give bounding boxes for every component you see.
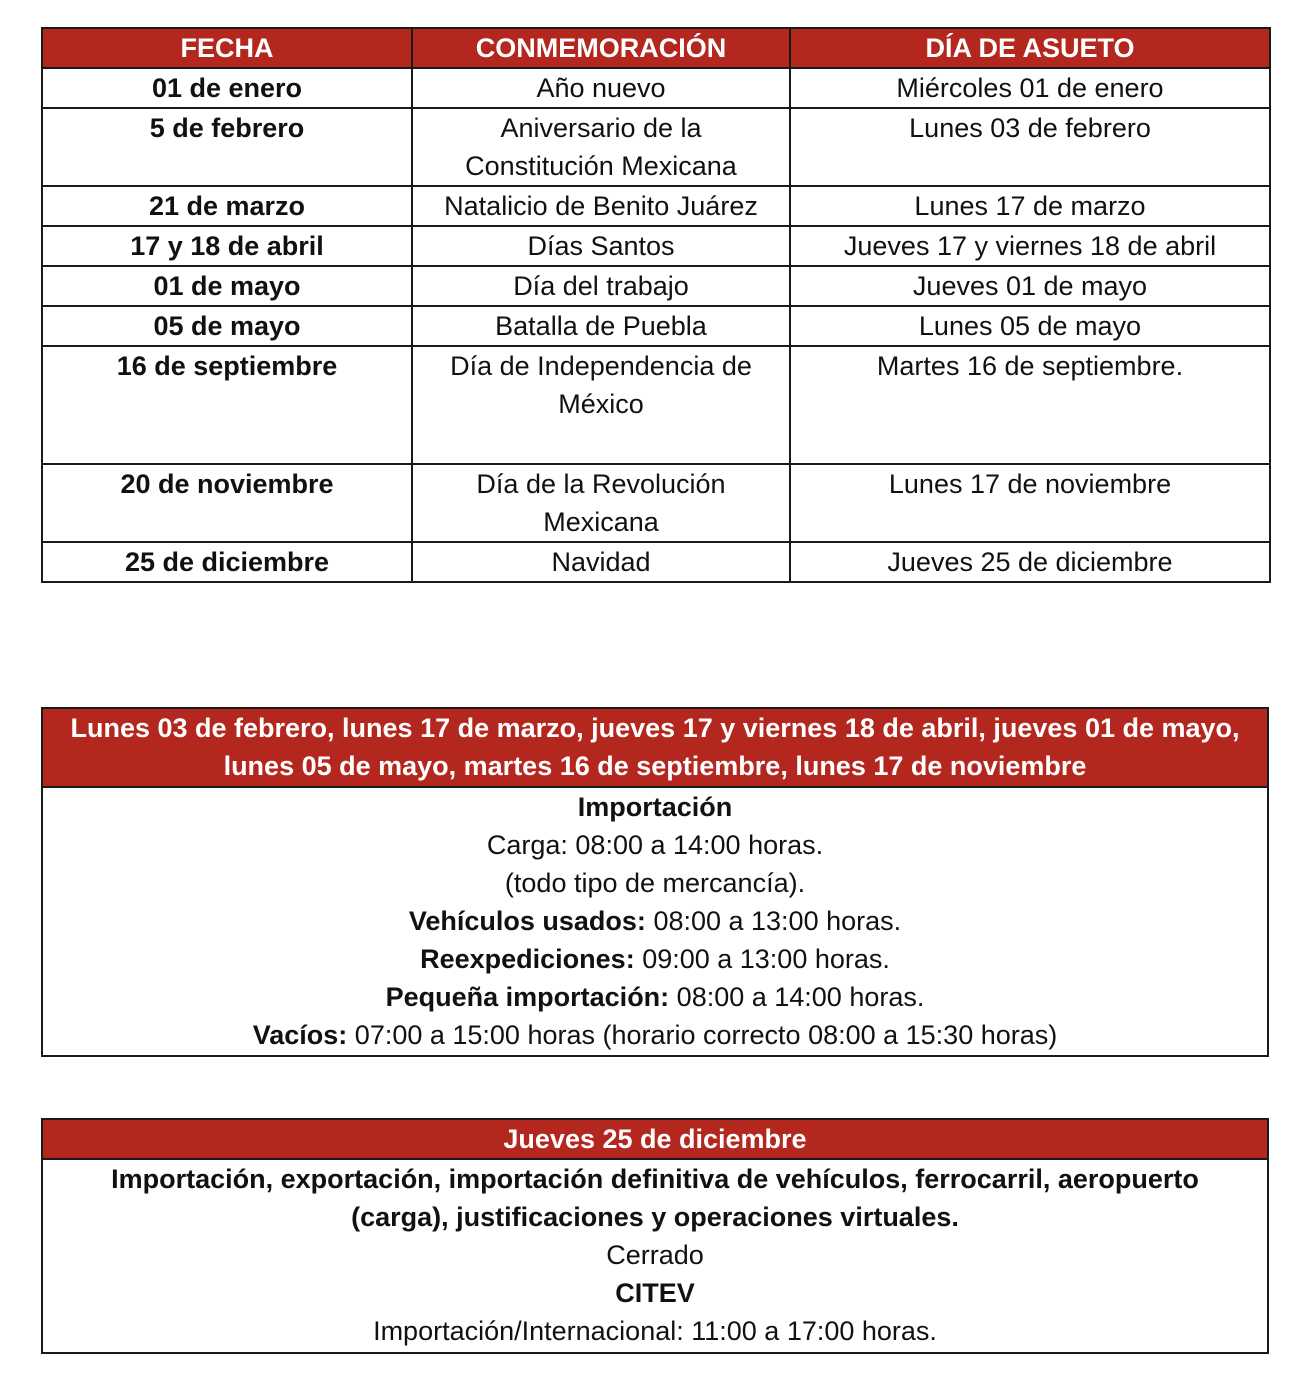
reexpediciones-label: Reexpediciones: (420, 944, 635, 974)
asueto-cell: Lunes 17 de noviembre (790, 464, 1270, 542)
carga-hours: Carga: 08:00 a 14:00 horas. (486, 830, 824, 860)
citev-title: CITEV (615, 1278, 695, 1308)
vacios-hours: 07:00 a 15:00 horas (horario correcto 08:00 a 15:30 horas) (347, 1020, 1058, 1050)
asueto-cell: Miércoles 01 de enero (790, 68, 1270, 108)
table-row (42, 346, 1270, 464)
fecha-cell: 17 y 18 de abril (42, 226, 412, 266)
conmemoracion-cell: Batalla de Puebla (412, 306, 790, 346)
asueto-cell: Lunes 17 de marzo (790, 186, 1270, 226)
pequena-importacion-hours: 08:00 a 14:00 horas. (669, 982, 925, 1012)
importacion-title: Importación (577, 792, 733, 822)
table-row (42, 68, 1270, 108)
holiday-table (41, 27, 1271, 583)
asueto-cell: Lunes 05 de mayo (790, 306, 1270, 346)
header-fecha: FECHA (42, 28, 412, 68)
carga-note: (todo tipo de mercancía). (504, 868, 806, 898)
schedule-box-general (41, 707, 1269, 1057)
conmemoracion-cell: Días Santos (412, 226, 790, 266)
asueto-cell: Jueves 17 y viernes 18 de abril (790, 226, 1270, 266)
vacios-label: Vacíos: (252, 1020, 348, 1050)
fecha-cell: 01 de mayo (42, 266, 412, 306)
fecha-cell: 5 de febrero (42, 108, 412, 186)
fecha-cell: 16 de septiembre (42, 346, 412, 464)
reexpediciones-hours: 09:00 a 13:00 horas. (634, 944, 890, 974)
schedule-header-line-1: Lunes 03 de febrero, lunes 17 de marzo, jueves 17 y viernes 18 de abril, jueves 01 de mayo, (70, 713, 1240, 743)
asueto-cell: Jueves 01 de mayo (790, 266, 1270, 306)
schedule-box-general-header (43, 709, 1267, 788)
table-row (42, 464, 1270, 542)
conmemoracion-cell: Aniversario de la Constitución Mexicana (412, 108, 790, 186)
table-row (42, 186, 1270, 226)
citev-hours: Importación/Internacional: 11:00 a 17:00 horas. (373, 1316, 937, 1346)
conmemoracion-cell: Día de Independencia de México (412, 346, 790, 464)
header-dia-de-asueto: DÍA DE ASUETO (790, 28, 1270, 68)
operations-line-1: Importación, exportación, importación definitiva de vehículos, ferrocarril, aeropuerto (111, 1164, 1199, 1194)
vacios-line (43, 1016, 1267, 1054)
schedule-box-christmas-header: Jueves 25 de diciembre (43, 1120, 1267, 1160)
fecha-cell: 20 de noviembre (42, 464, 412, 542)
conmemoracion-cell: Navidad (412, 542, 790, 582)
fecha-cell: 21 de marzo (42, 186, 412, 226)
asueto-cell: Jueves 25 de diciembre (790, 542, 1270, 582)
schedule-header-line-2: lunes 05 de mayo, martes 16 de septiembre, lunes 17 de noviembre (223, 751, 1087, 781)
conmemoracion-cell: Natalicio de Benito Juárez (412, 186, 790, 226)
table-row (42, 542, 1270, 582)
cerrado-status: Cerrado (606, 1240, 704, 1270)
pequena-importacion-line (43, 978, 1267, 1016)
table-row (42, 108, 1270, 186)
fecha-cell: 01 de enero (42, 68, 412, 108)
operations-line-2: (carga), justificaciones y operaciones virtuales. (351, 1202, 959, 1232)
vehiculos-usados-hours: 08:00 a 13:00 horas. (645, 906, 902, 936)
pequena-importacion-label: Pequeña importación: (385, 982, 670, 1012)
holiday-table-header-row (42, 28, 1270, 68)
conmemoracion-cell: Día del trabajo (412, 266, 790, 306)
table-row (42, 306, 1270, 346)
conmemoracion-cell: Día de la Revolución Mexicana (412, 464, 790, 542)
schedule-box-christmas (41, 1118, 1269, 1354)
table-row (42, 226, 1270, 266)
header-conmemoracion: CONMEMORACIÓN (412, 28, 790, 68)
fecha-cell: 05 de mayo (42, 306, 412, 346)
table-row (42, 266, 1270, 306)
fecha-cell: 25 de diciembre (42, 542, 412, 582)
asueto-cell: Martes 16 de septiembre. (790, 346, 1270, 464)
conmemoracion-cell: Año nuevo (412, 68, 790, 108)
asueto-cell: Lunes 03 de febrero (790, 108, 1270, 186)
vehiculos-usados-label: Vehículos usados: (408, 906, 646, 936)
reexpediciones-line (43, 940, 1267, 978)
vehiculos-usados-line (43, 902, 1267, 940)
